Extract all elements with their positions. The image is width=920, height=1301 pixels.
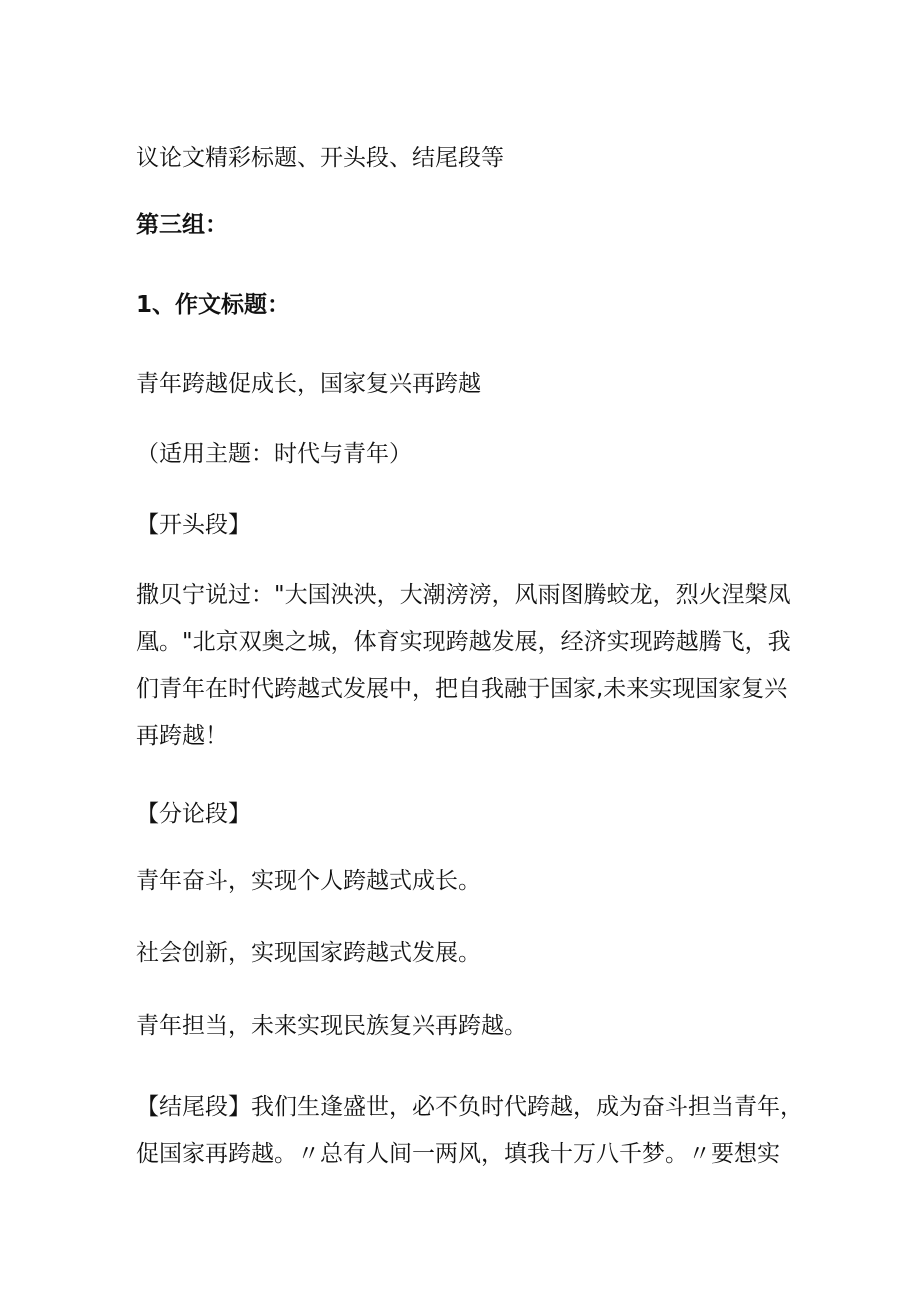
section-heading: 1、作文标题： xyxy=(136,292,291,318)
opening-line: 再跨越！ xyxy=(136,723,228,749)
opening-paragraph xyxy=(136,572,796,760)
point-item: 青年担当，未来实现民族复兴再跨越。 xyxy=(136,1013,527,1039)
document-title: 议论文精彩标题、开头段、结尾段等 xyxy=(136,145,504,171)
opening-line: 凰。"北京双奥之城，体育实现跨越发展，经济实现跨越腾飞，我 xyxy=(136,629,791,655)
opening-label: 【开头段】 xyxy=(136,512,251,538)
point-item: 社会创新，实现国家跨越式发展。 xyxy=(136,940,481,966)
point-item: 青年奋斗，实现个人跨越式成长。 xyxy=(136,868,481,894)
group-heading: 第三组： xyxy=(136,212,228,238)
closing-line: 【结尾段】我们生逢盛世，必不负时代跨越，成为奋斗担当青年， xyxy=(136,1094,803,1120)
closing-line: 促国家再跨越。〃总有人间一两风，填我十万八千梦。〃要想实 xyxy=(136,1141,780,1167)
essay-title: 青年跨越促成长，国家复兴再跨越 xyxy=(136,371,481,397)
theme-note: （适用主题：时代与青年） xyxy=(136,441,412,467)
closing-paragraph xyxy=(136,1084,803,1178)
body-label: 【分论段】 xyxy=(136,801,251,827)
opening-line: 们青年在时代跨越式发展中，把自我融于国家,未来实现国家复兴 xyxy=(136,676,788,702)
opening-line: 撒贝宁说过："大国泱泱，大潮滂滂，风雨图腾蛟龙，烈火涅槃凤 xyxy=(136,582,791,608)
